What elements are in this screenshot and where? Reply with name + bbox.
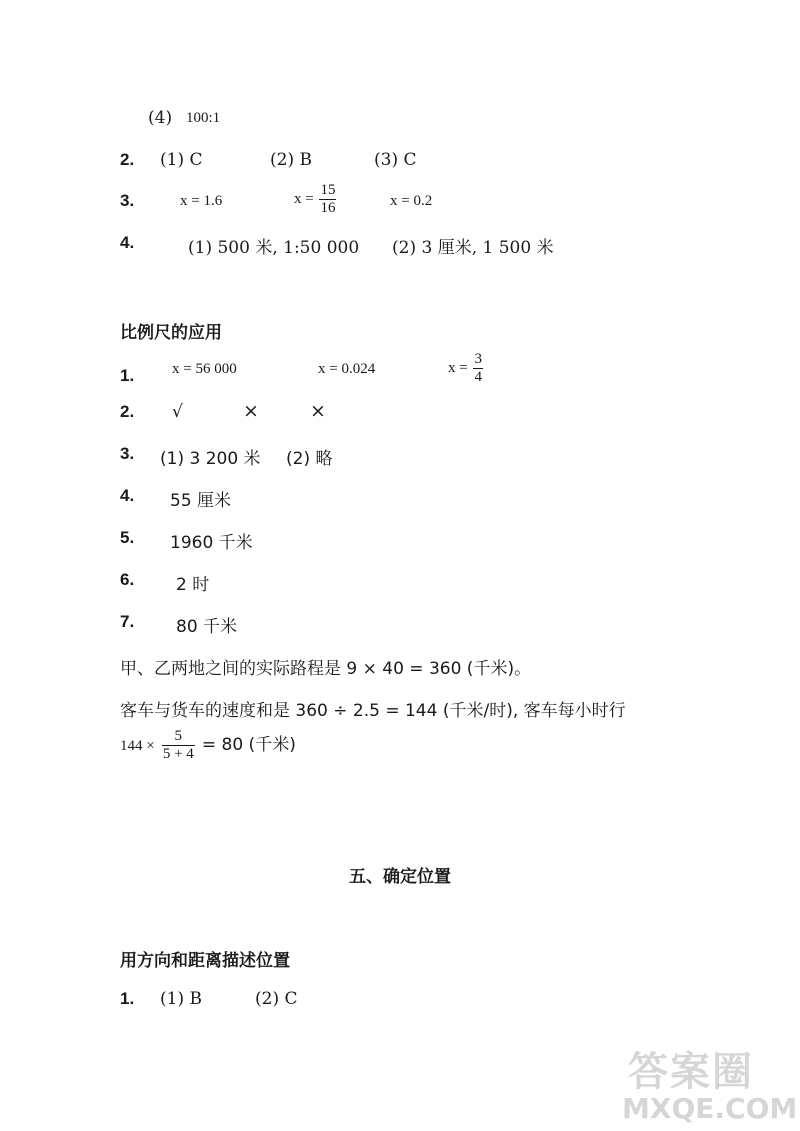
explanation-line-3 bbox=[120, 728, 296, 763]
section-title-scale: 比例尺的应用 bbox=[120, 323, 222, 343]
fraction-denominator: 4 bbox=[474, 369, 482, 385]
scale-q2-number: 2. bbox=[120, 402, 135, 421]
fraction-denominator: 5 + 4 bbox=[162, 746, 194, 762]
scale-q1-solution-3 bbox=[448, 351, 485, 386]
q3-solution-3: x = 0.2 bbox=[390, 193, 433, 209]
q4-answer-1: (1) 500 米, 1:50 000 bbox=[188, 238, 360, 258]
scale-q6-number: 6. bbox=[120, 570, 135, 589]
scale-q1-number: 1. bbox=[120, 366, 135, 385]
watermark-logo-text: 答案圈 bbox=[628, 1049, 754, 1095]
scale-q7-answer: 80 千米 bbox=[176, 617, 238, 637]
explanation-line-3-rhs: = 80 (千米) bbox=[201, 735, 296, 755]
ch5-q1-number: 1. bbox=[120, 989, 135, 1008]
q2-number: 2. bbox=[120, 150, 135, 169]
ch5-q1-answer-2: (2) C bbox=[255, 989, 298, 1009]
explanation-line-1: 甲、乙两地之间的实际路程是 9 × 40 = 360 (千米)。 bbox=[120, 659, 532, 679]
q4-number: 4. bbox=[120, 233, 135, 252]
q2-answer-2: (2) B bbox=[270, 150, 312, 170]
explanation-line-3-fraction bbox=[162, 728, 195, 763]
scale-q1-solution-1: x = 56 000 bbox=[172, 361, 237, 377]
scale-q3-answer-2: (2) 略 bbox=[286, 449, 333, 469]
ch5-q1-answer-1: (1) B bbox=[160, 989, 202, 1009]
scale-q5-number: 5. bbox=[120, 528, 135, 547]
scale-q1-solution-3-lhs: x = bbox=[448, 359, 468, 376]
cross-mark-icon: × bbox=[310, 400, 326, 422]
fraction-numerator: 5 bbox=[162, 728, 195, 746]
q3-solution-2 bbox=[294, 182, 338, 217]
scale-q3-answer-1: (1) 3 200 米 bbox=[160, 449, 261, 469]
chapter-title: 五、确定位置 bbox=[349, 867, 451, 887]
q4-answer-2: (2) 3 厘米, 1 500 米 bbox=[392, 238, 554, 258]
scale-q7-number: 7. bbox=[120, 612, 135, 631]
scale-q1-solution-3-fraction bbox=[473, 351, 483, 386]
q3-solution-2-lhs: x = bbox=[294, 190, 314, 207]
scale-q3-number: 3. bbox=[120, 444, 135, 463]
q3-number: 3. bbox=[120, 191, 135, 210]
cross-mark-icon: × bbox=[243, 400, 259, 422]
scale-q1-solution-2: x = 0.024 bbox=[318, 361, 376, 377]
q3-solution-1: x = 1.6 bbox=[180, 193, 223, 209]
explanation-line-3-lhs: 144 × bbox=[120, 738, 155, 754]
q2-answer-3: (3) C bbox=[374, 150, 417, 170]
fraction-numerator: 3 bbox=[474, 351, 482, 367]
subsection-title: 用方向和距离描述位置 bbox=[120, 951, 290, 971]
scale-q4-number: 4. bbox=[120, 486, 135, 505]
fraction-numerator: 15 bbox=[320, 182, 336, 198]
scale-q4-answer: 55 厘米 bbox=[170, 491, 232, 511]
q3-solution-2-fraction bbox=[319, 182, 336, 217]
scale-q5-answer: 1960 千米 bbox=[170, 533, 253, 553]
item-4-label: (4) bbox=[148, 108, 173, 128]
watermark-url: MXQE.COM bbox=[622, 1092, 798, 1125]
fraction-denominator: 16 bbox=[320, 200, 336, 216]
check-mark-icon: √ bbox=[172, 402, 183, 422]
explanation-line-2: 客车与货车的速度和是 360 ÷ 2.5 = 144 (千米/时), 客车每小时行 bbox=[120, 701, 626, 721]
scale-q6-answer: 2 时 bbox=[176, 575, 210, 595]
q2-answer-1: (1) C bbox=[160, 150, 203, 170]
item-4-value: 100:1 bbox=[186, 110, 221, 126]
